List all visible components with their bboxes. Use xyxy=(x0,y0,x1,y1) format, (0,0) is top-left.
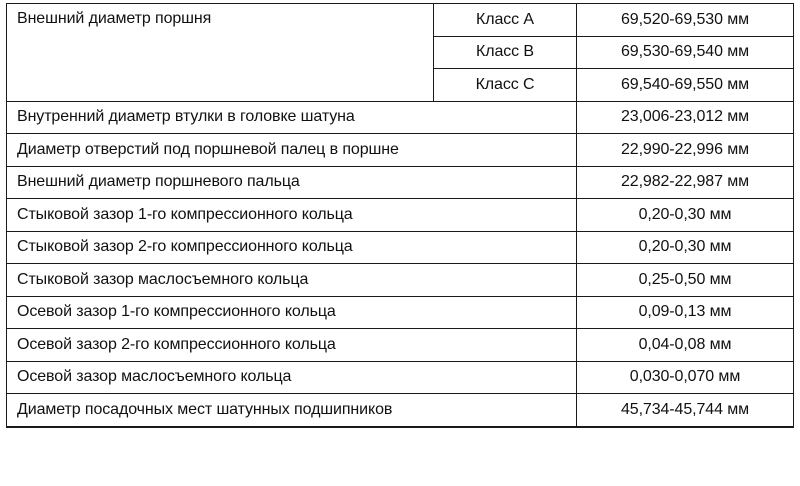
spec-label: Диаметр отверстий под поршневой палец в поршне xyxy=(7,134,577,167)
table-row xyxy=(7,134,794,167)
spec-label: Стыковой зазор 1-го компрессионного кольца xyxy=(7,199,577,232)
class-b-value: 69,530-69,540 мм xyxy=(577,36,794,69)
class-b-label: Класс В xyxy=(434,36,577,69)
class-a-label: Класс А xyxy=(434,4,577,37)
spec-label: Осевой зазор 2-го компрессионного кольца xyxy=(7,329,577,362)
class-a-value: 69,520-69,530 мм xyxy=(577,4,794,37)
spec-label: Стыковой зазор 2-го компрессионного кольца xyxy=(7,231,577,264)
spec-value: 0,09-0,13 мм xyxy=(577,296,794,329)
class-c-label: Класс С xyxy=(434,69,577,102)
piston-outer-diameter-label: Внешний диаметр поршня xyxy=(7,4,434,102)
table-row xyxy=(7,329,794,362)
spec-value: 45,734-45,744 мм xyxy=(577,394,794,427)
spec-label: Внешний диаметр поршневого пальца xyxy=(7,166,577,199)
spec-label: Внутренний диаметр втулки в головке шатуна xyxy=(7,101,577,134)
spec-value: 0,04-0,08 мм xyxy=(577,329,794,362)
table-row xyxy=(7,296,794,329)
spec-value: 22,982-22,987 мм xyxy=(577,166,794,199)
spec-value: 0,20-0,30 мм xyxy=(577,231,794,264)
table-row xyxy=(7,264,794,297)
table-row xyxy=(7,4,794,37)
table-row xyxy=(7,101,794,134)
spec-label: Осевой зазор маслосъемного кольца xyxy=(7,361,577,394)
table-row xyxy=(7,231,794,264)
spec-label: Стыковой зазор маслосъемного кольца xyxy=(7,264,577,297)
spec-value: 22,990-22,996 мм xyxy=(577,134,794,167)
table-row xyxy=(7,199,794,232)
table-row xyxy=(7,361,794,394)
spec-label: Диаметр посадочных мест шатунных подшипников xyxy=(7,394,577,427)
specifications-table xyxy=(6,3,794,428)
table-row xyxy=(7,394,794,427)
spec-value: 0,030-0,070 мм xyxy=(577,361,794,394)
spec-label: Осевой зазор 1-го компрессионного кольца xyxy=(7,296,577,329)
table-row xyxy=(7,166,794,199)
class-c-value: 69,540-69,550 мм xyxy=(577,69,794,102)
spec-value: 0,25-0,50 мм xyxy=(577,264,794,297)
spec-value: 0,20-0,30 мм xyxy=(577,199,794,232)
spec-value: 23,006-23,012 мм xyxy=(577,101,794,134)
